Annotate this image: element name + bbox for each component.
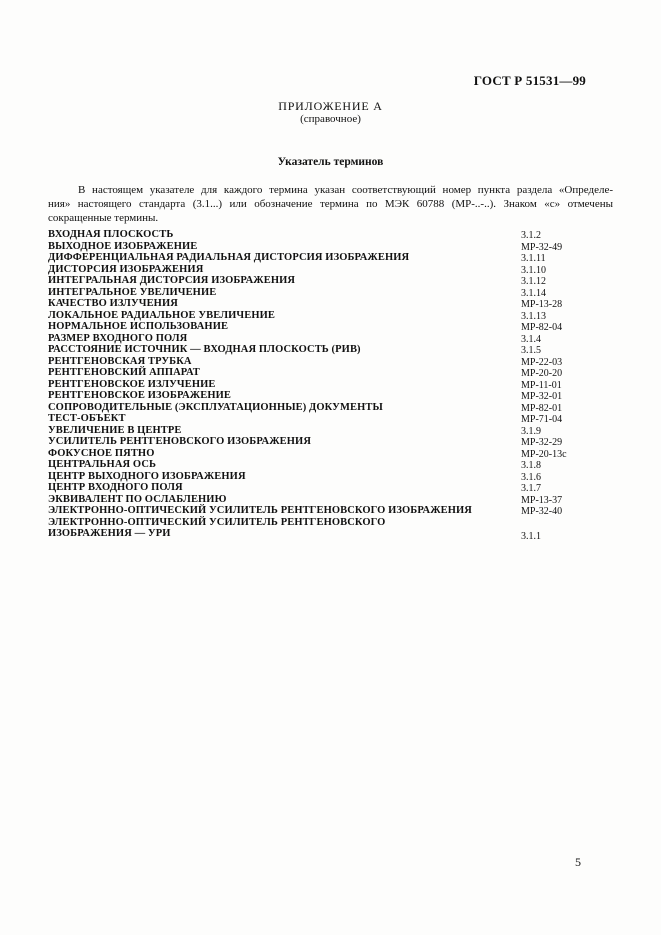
- term-name: ДИСТОРСИЯ ИЗОБРАЖЕНИЯ: [48, 263, 204, 275]
- term-row: [48, 505, 578, 517]
- term-ref: МР-20-13с: [521, 448, 567, 460]
- term-name: ДИФФЕРЕНЦИАЛЬНАЯ РАДИАЛЬНАЯ ДИСТОРСИЯ ИЗОБРАЖЕНИЯ: [48, 252, 410, 263]
- term-row: [48, 528, 578, 540]
- appendix-subtitle: (справочное): [300, 113, 361, 125]
- term-name: ЛОКАЛЬНОЕ РАДИАЛЬНОЕ УВЕЛИЧЕНИЕ: [48, 309, 275, 321]
- term-ref: МР-32-01: [521, 391, 563, 402]
- term-row: [48, 333, 578, 345]
- term-row: [48, 287, 578, 299]
- term-ref: 3.1.8: [521, 460, 541, 471]
- term-row: [48, 436, 578, 448]
- term-row: [48, 264, 578, 276]
- term-row: [48, 356, 578, 368]
- term-row: [48, 471, 578, 483]
- term-name: ФОКУСНОЕ ПЯТНО: [48, 447, 155, 459]
- term-name: РЕНТГЕНОВСКИЙ АППАРАТ: [48, 367, 200, 378]
- term-name: РЕНТГЕНОВСКОЕ ИЗЛУЧЕНИЕ: [48, 378, 216, 390]
- term-ref: МР-71-04: [521, 414, 563, 425]
- term-row: [48, 482, 578, 494]
- term-name: ЦЕНТРАЛЬНАЯ ОСЬ: [48, 459, 157, 470]
- term-ref: МР-22-03: [521, 356, 563, 368]
- intro-line: ния» настоящего стандарта (3.1...) или обозначение термина по МЭК 60788 (МР-..-..). Знаком «с» отмечены: [48, 198, 613, 210]
- term-name: РЕНТГЕНОВСКОЕ ИЗОБРАЖЕНИЕ: [48, 390, 232, 401]
- term-name: ЦЕНТР ВХОДНОГО ПОЛЯ: [48, 482, 183, 493]
- term-row: [48, 298, 578, 310]
- term-row: [48, 229, 578, 241]
- term-row: [48, 321, 578, 333]
- term-name: КАЧЕСТВО ИЗЛУЧЕНИЯ: [48, 298, 178, 309]
- term-row: [48, 390, 578, 402]
- term-ref: МР-20-20: [521, 368, 563, 379]
- page-number: 5: [575, 855, 581, 869]
- term-ref: 3.1.1: [521, 531, 541, 542]
- term-row: [48, 379, 578, 391]
- term-ref: МР-32-49: [521, 241, 563, 253]
- term-row: [48, 367, 578, 379]
- appendix-title: ПРИЛОЖЕНИЕ А: [278, 99, 383, 113]
- term-ref: МР-11-01: [521, 379, 562, 391]
- term-ref: 3.1.11: [521, 253, 546, 264]
- term-ref: 3.1.12: [521, 276, 546, 287]
- term-ref: МР-13-28: [521, 299, 563, 310]
- term-name: РЕНТГЕНОВСКАЯ ТРУБКА: [48, 355, 192, 367]
- term-ref: МР-32-40: [521, 506, 563, 517]
- term-ref: 3.1.13: [521, 310, 546, 322]
- term-row: [48, 344, 578, 356]
- term-ref: 3.1.6: [521, 471, 541, 483]
- term-name: РАЗМЕР ВХОДНОГО ПОЛЯ: [48, 332, 188, 344]
- term-row: [48, 402, 578, 414]
- term-row: [48, 425, 578, 437]
- term-name: ЭКВИВАЛЕНТ ПО ОСЛАБЛЕНИЮ: [48, 493, 227, 505]
- term-ref: 3.1.2: [521, 230, 541, 241]
- term-row: [48, 275, 578, 287]
- term-row: [48, 413, 578, 425]
- term-name: РАССТОЯНИЕ ИСТОЧНИК — ВХОДНАЯ ПЛОСКОСТЬ (РИВ): [48, 344, 361, 355]
- term-ref: МР-82-04: [521, 322, 563, 333]
- term-name: ИНТЕГРАЛЬНАЯ ДИСТОРСИЯ ИЗОБРАЖЕНИЯ: [48, 275, 296, 286]
- term-row: [48, 448, 578, 460]
- index-heading: Указатель терминов: [277, 156, 384, 168]
- term-ref: МР-82-01: [521, 402, 563, 414]
- term-ref: 3.1.9: [521, 425, 541, 437]
- standard-id: ГОСТ Р 51531—99: [473, 73, 586, 88]
- term-ref: 3.1.5: [521, 345, 541, 356]
- term-name: НОРМАЛЬНОЕ ИСПОЛЬЗОВАНИЕ: [48, 321, 229, 332]
- term-name: ВХОДНАЯ ПЛОСКОСТЬ: [48, 229, 174, 240]
- term-name: СОПРОВОДИТЕЛЬНЫЕ (ЭКСПЛУАТАЦИОННЫЕ) ДОКУМЕНТЫ: [48, 401, 383, 413]
- intro-line: В настоящем указателе для каждого термина указан соответствующий номер пункта раздела «Определе-: [78, 184, 613, 196]
- term-name: УСИЛИТЕЛЬ РЕНТГЕНОВСКОГО ИЗОБРАЖЕНИЯ: [48, 436, 312, 447]
- term-name: ЭЛЕКТРОННО-ОПТИЧЕСКИЙ УСИЛИТЕЛЬ РЕНТГЕНОВСКОГО ИЗОБРАЖЕНИЯ: [48, 505, 472, 516]
- terms-list: [48, 229, 578, 540]
- term-row: [48, 494, 578, 506]
- term-row: [48, 241, 578, 253]
- term-name: ЦЕНТР ВЫХОДНОГО ИЗОБРАЖЕНИЯ: [48, 470, 246, 482]
- term-name: ИНТЕГРАЛЬНОЕ УВЕЛИЧЕНИЕ: [48, 286, 217, 298]
- term-name: УВЕЛИЧЕНИЕ В ЦЕНТРЕ: [48, 424, 182, 436]
- term-ref: 3.1.4: [521, 333, 541, 345]
- term-row: [48, 310, 578, 322]
- term-ref: 3.1.14: [521, 287, 546, 299]
- term-name: ЭЛЕКТРОННО-ОПТИЧЕСКИЙ УСИЛИТЕЛЬ РЕНТГЕНОВСКОГО: [48, 516, 386, 528]
- term-ref: 3.1.7: [521, 483, 541, 494]
- term-row: [48, 517, 578, 529]
- term-ref: МР-32-29: [521, 437, 563, 448]
- term-ref: МР-13-37: [521, 494, 563, 506]
- term-row: [48, 252, 578, 264]
- intro-paragraph: [48, 183, 613, 225]
- term-name: ИЗОБРАЖЕНИЯ — УРИ: [48, 528, 171, 539]
- term-row: [48, 459, 578, 471]
- term-name: ВЫХОДНОЕ ИЗОБРАЖЕНИЕ: [48, 240, 198, 252]
- term-ref: 3.1.10: [521, 264, 546, 276]
- term-name: ТЕСТ-ОБЪЕКТ: [48, 413, 126, 424]
- intro-line: сокращенные термины.: [48, 212, 159, 224]
